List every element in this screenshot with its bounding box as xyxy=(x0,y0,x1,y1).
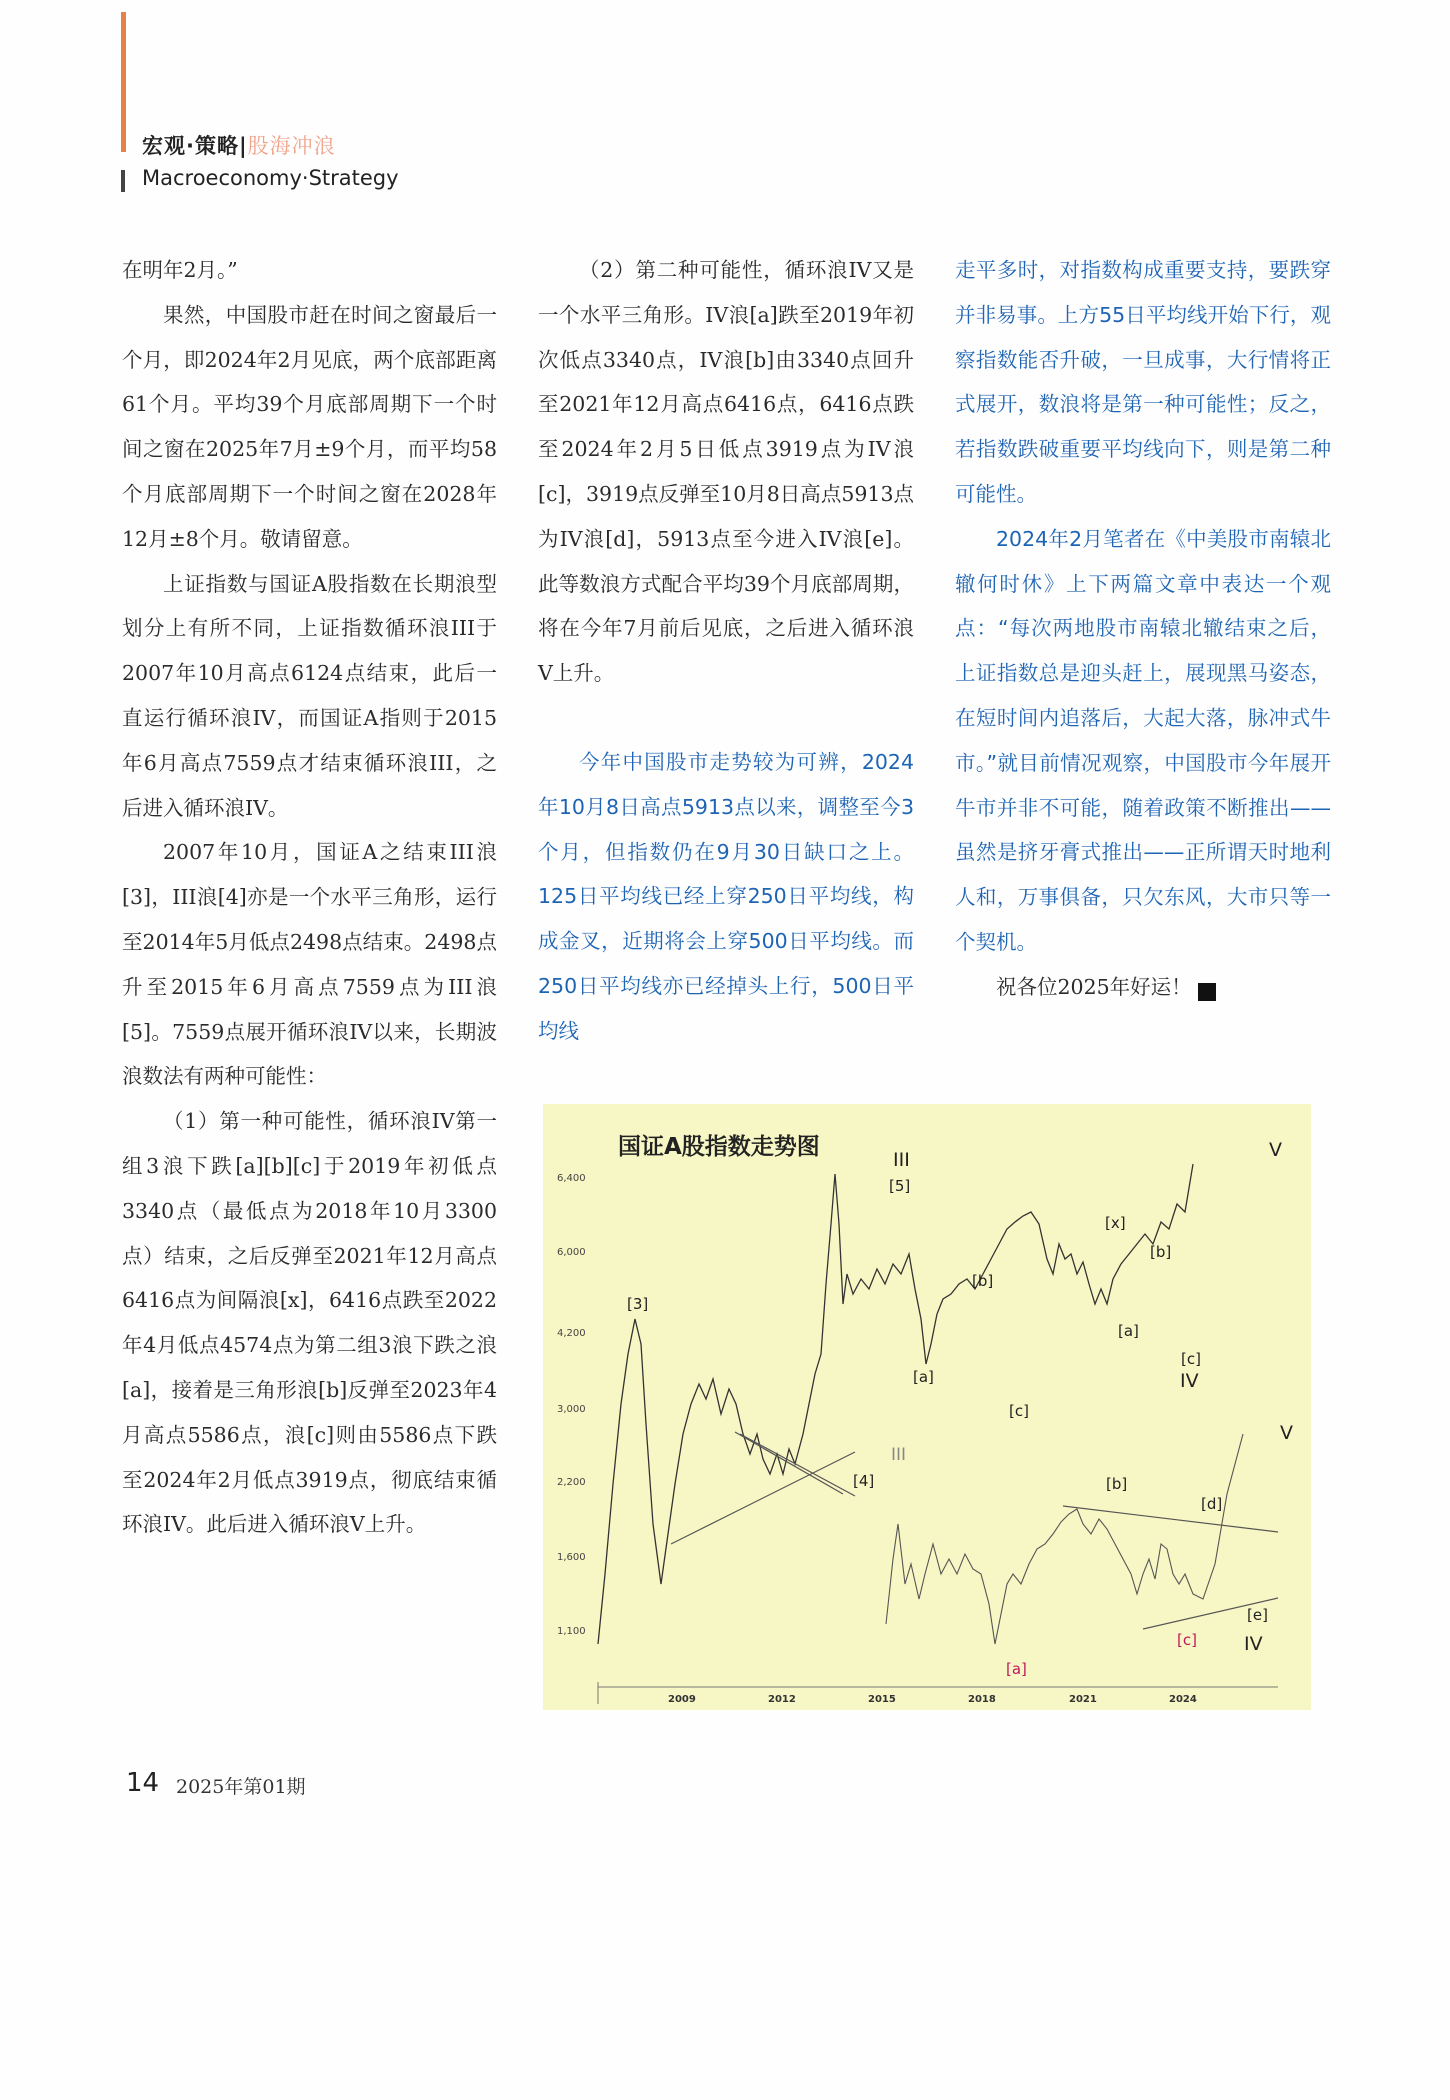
article-column-1 xyxy=(122,248,497,1547)
wave-label: [3] xyxy=(627,1295,649,1313)
x-tick: 2015 xyxy=(868,1694,896,1705)
index-price-line xyxy=(598,1164,1193,1644)
x-tick: 2021 xyxy=(1069,1694,1097,1705)
chart-title: 国证A股指数走势图 xyxy=(618,1134,820,1160)
x-tick: 2009 xyxy=(668,1694,696,1705)
y-tick: 1,600 xyxy=(557,1552,586,1563)
x-tick: 2012 xyxy=(768,1694,796,1705)
wave-label: [d] xyxy=(1201,1495,1223,1513)
y-tick: 4,200 xyxy=(557,1328,586,1339)
wave-label: [a] xyxy=(1006,1660,1027,1678)
section-name: 宏观·策略 xyxy=(142,134,239,158)
wave-label: [c] xyxy=(1181,1350,1201,1368)
paragraph-highlight: 2024年2月笔者在《中美股市南辕北辙何时休》上下两篇文章中表达一个观点：“每次两地股市南辕北辙结束之后，上证指数总是迎头赶上，展现黑马姿态，在短时间内追落后，大起大落，脉冲式牛市。”就目前情况观察，中国股市今年展开牛市并非不可能，随着政策不断推出——虽然是挤牙膏式推出——正所谓天时地利人和，万事俱备，只欠东风，大市只等一个契机。 xyxy=(955,526,1331,954)
paragraph-highlight: 走平多时，对指数构成重要支持，要跌穿并非易事。上方55日平均线开始下行，观察指数能否升破，一旦成事，大行情将正式展开，数浪将是第一种可能性；反之，若指数跌破重要平均线向下，则是第二种可能性。 xyxy=(955,258,1331,506)
wave-label: [x] xyxy=(1105,1214,1126,1232)
y-tick: 2,200 xyxy=(557,1477,586,1488)
wave-label: IV xyxy=(1180,1370,1199,1392)
wave-label: [b] xyxy=(972,1272,994,1290)
triangle-line-lower xyxy=(1063,1506,1278,1532)
wave-label: [b] xyxy=(1106,1475,1128,1493)
section-separator: | xyxy=(238,134,248,158)
article-column-2 xyxy=(538,248,914,1054)
wave-label: [a] xyxy=(913,1368,934,1386)
wave-label: III xyxy=(891,1445,907,1465)
paragraph: 2007年10月，国证A之结束III浪[3]，III浪[4]亦是一个水平三角形，运行至2014年5月低点2498点结束。2498点升至2015年6月高点7559点为III浪[5]。7559点展开循环浪IV以来，长期波浪数法有两种可能性： xyxy=(122,840,497,1089)
y-tick: 3,000 xyxy=(557,1404,586,1415)
wave-label: V xyxy=(1269,1139,1282,1161)
accent-bar-small xyxy=(121,170,125,192)
end-mark-icon: A xyxy=(1198,983,1216,1001)
x-tick: 2018 xyxy=(968,1694,996,1705)
index-price-line-lower xyxy=(886,1434,1243,1644)
paragraph: 果然，中国股市赶在时间之窗最后一个月，即2024年2月见底，两个底部距离61个月。平均39个月底部周期下一个时间之窗在2025年7月±9个月，而平均58个月底部周期下一个时间之窗在2028年12月±8个月。敬请留意。 xyxy=(122,302,497,551)
triangle-line xyxy=(740,1434,855,1496)
paragraph: 上证指数与国证A股指数在长期浪型划分上有所不同，上证指数循环浪III于2007年10月高点6124点结束，此后一直运行循环浪IV，而国证A指则于2015年6月高点7559点才结束循环浪III，之后进入循环浪IV。 xyxy=(122,571,497,820)
greeting: 祝各位2025年好运！ xyxy=(996,974,1192,999)
wave-chart xyxy=(543,1104,1311,1710)
y-tick: 1,100 xyxy=(557,1626,586,1637)
triangle-line xyxy=(671,1452,855,1544)
wave-label: IV xyxy=(1244,1633,1263,1655)
paragraph: （1）第一种可能性，循环浪IV第一组3浪下跌[a][b][c]于2019年初低点3340点（最低点为2018年10月3300点）结束，之后反弹至2021年12月高点6416点为间隔浪[x]，6416点跌至2022年4月低点4574点为第二组3浪下跌之浪[a]，接着是三角形浪[b]反弹至2023年4月高点5586点，浪[c]则由5586点下跌至2024年2月低点3919点，彻底结束循环浪IV。此后进入循环浪V上升。 xyxy=(122,1109,497,1537)
section-title xyxy=(142,130,336,160)
wave-label: [c] xyxy=(1009,1402,1029,1420)
article-column-3 xyxy=(955,248,1331,1010)
index-chart-figure xyxy=(543,1104,1311,1710)
wave-label: [4] xyxy=(853,1472,875,1490)
issue-label: 2025年第01期 xyxy=(176,1776,306,1798)
wave-label: [5] xyxy=(889,1177,911,1195)
paragraph: 在明年2月。” xyxy=(122,258,238,282)
wave-label: [c] xyxy=(1177,1631,1197,1649)
paragraph: （2）第二种可能性，循环浪IV又是一个水平三角形。IV浪[a]跌至2019年初次低点3340点，IV浪[b]由3340点回升至2021年12月高点6416点，6416点跌至2024年2月5日低点3919点为IV浪[c]，3919点反弹至10月8日高点5913点为IV浪[d]，5913点至今进入IV浪[e]。此等数浪方式配合平均39个月底部周期，将在今年7月前后见底，之后进入循环浪V上升。 xyxy=(538,258,914,686)
y-tick: 6,400 xyxy=(557,1173,586,1184)
wave-label: [b] xyxy=(1150,1243,1172,1261)
wave-label: [a] xyxy=(1118,1322,1139,1340)
section-subtitle: 股海冲浪 xyxy=(247,134,336,158)
wave-label: V xyxy=(1280,1422,1293,1444)
x-tick: 2024 xyxy=(1169,1694,1197,1705)
section-title-en: Macroeconomy·Strategy xyxy=(142,166,399,190)
paragraph-highlight: 今年中国股市走势较为可辨，2024年10月8日高点5913点以来，调整至今3个月，但指数仍在9月30日缺口之上。125日平均线已经上穿250日平均线，构成金叉，近期将会上穿500日平均线。而250日平均线亦已经掉头上行，500日平均线 xyxy=(538,749,914,1043)
closing-line xyxy=(955,965,1331,1010)
wave-label: [e] xyxy=(1247,1606,1268,1624)
wave-label: III xyxy=(893,1149,910,1171)
accent-bar xyxy=(121,12,126,152)
y-tick: 6,000 xyxy=(557,1247,586,1258)
page-number: 14 xyxy=(126,1768,160,1798)
